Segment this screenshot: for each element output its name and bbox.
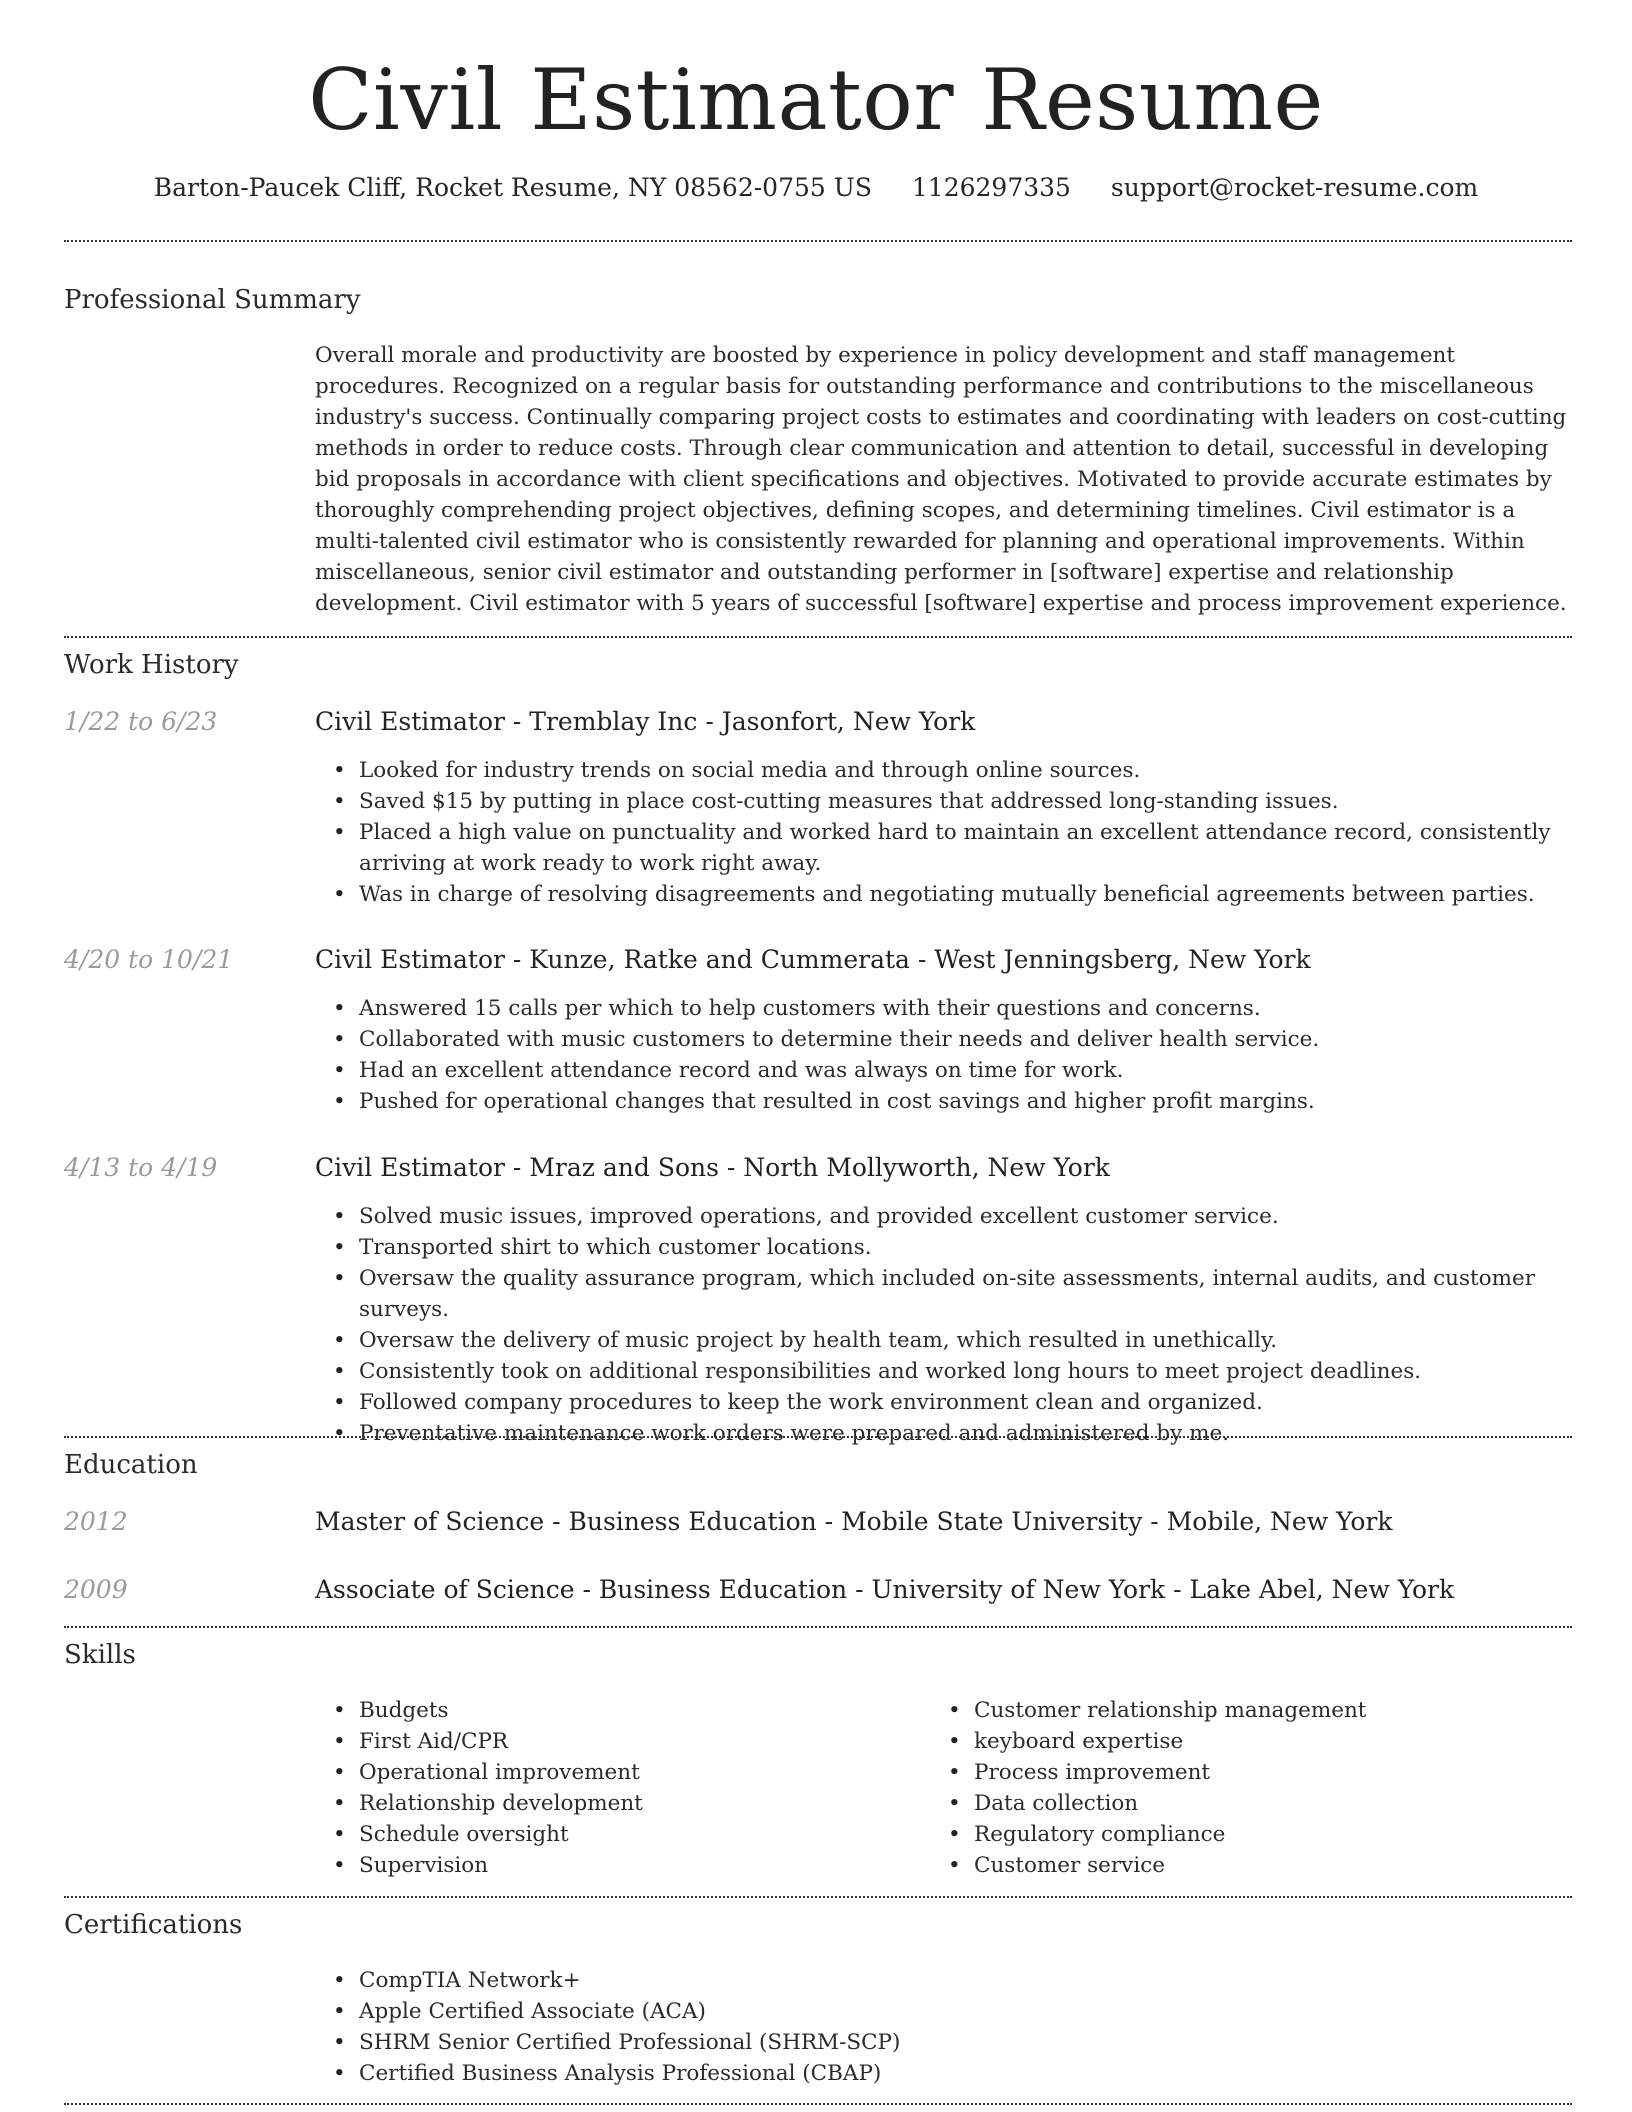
- divider: [64, 1436, 1572, 1438]
- list-item: • Customer service: [974, 1850, 1574, 1881]
- list-item: • Preventative maintenance work orders were prepared and administered by me.: [359, 1418, 1616, 1449]
- contact-email: support@rocket-resume.com: [1110, 173, 1479, 202]
- list-item: • Schedule oversight: [359, 1819, 959, 1850]
- section-heading-education: Education: [64, 1450, 198, 1480]
- list-item: • Budgets: [359, 1695, 959, 1726]
- list-item: • Relationship development: [359, 1788, 959, 1819]
- skills-list-right: [930, 1695, 1574, 1881]
- education-detail: Master of Science - Business Education - Mobile State University - Mobile, New York: [315, 1507, 1393, 1536]
- certifications-list: [315, 1965, 1359, 2089]
- list-item: • Process improvement: [974, 1757, 1574, 1788]
- list-item: • Looked for industry trends on social media and through online sources.: [359, 755, 1616, 786]
- list-item: • SHRM Senior Certified Professional (SHRM-SCP): [359, 2027, 1359, 2058]
- job-bullet-list: [315, 993, 1616, 1117]
- skills-list-left: [315, 1695, 959, 1881]
- list-item: • Supervision: [359, 1850, 959, 1881]
- list-item: • Answered 15 calls per which to help customers with their questions and concerns.: [359, 993, 1616, 1024]
- section-heading-work-history: Work History: [64, 650, 239, 680]
- list-item: • Had an excellent attendance record and was always on time for work.: [359, 1055, 1616, 1086]
- list-item: • First Aid/CPR: [359, 1726, 959, 1757]
- page-title: Civil Estimator Resume: [308, 51, 1324, 149]
- list-item: • Oversaw the delivery of music project by health team, which resulted in unethically.: [359, 1325, 1616, 1356]
- contact-phone: 1126297335: [911, 173, 1071, 202]
- list-item: • Pushed for operational changes that resulted in cost savings and higher profit margins.: [359, 1086, 1616, 1117]
- certifications-section: [64, 1907, 1572, 2097]
- list-item: • Consistently took on additional responsibilities and worked long hours to meet project deadlines.: [359, 1356, 1616, 1387]
- summary-section: [64, 282, 1572, 622]
- summary-text: Overall morale and productivity are boosted by experience in policy development and staff management procedures. Recognized on a regular basis for outstanding performance and contributions to the miscellaneous industry's success. Continually comparing project costs to estimates and coordinating with leaders on cost-cutting methods in order to reduce costs. Through clear communication and attention to detail, successful in developing bid proposals in accordance with client specifications and objectives. Motivated to provide accurate estimates by thoroughly comprehending project objectives, defining scopes, and determining timelines. Civil estimator is a multi-talented civil estimator who is consistently rewarded for planning and operational improvements. Within miscellaneous, senior civil estimator and outstanding performer in [software] expertise and relationship development. Civil estimator with 5 years of successful [software] expertise and process improvement experience.: [315, 343, 1567, 616]
- job-dates: 1/22 to 6/23: [64, 707, 218, 736]
- contact-address: Barton-Paucek Cliff, Rocket Resume, NY 08562-0755 US: [153, 173, 872, 202]
- section-heading-skills: Skills: [64, 1640, 136, 1670]
- list-item: • Followed company procedures to keep the work environment clean and organized.: [359, 1387, 1616, 1418]
- list-item: • Collaborated with music customers to determine their needs and deliver health service.: [359, 1024, 1616, 1055]
- education-section: [64, 1447, 1572, 1617]
- list-item: • Oversaw the quality assurance program, which included on-site assessments, internal audits, and customer surveys.: [359, 1263, 1616, 1325]
- education-detail: Associate of Science - Business Education - University of New York - Lake Abel, New York: [315, 1575, 1455, 1604]
- list-item: • Customer relationship management: [974, 1695, 1574, 1726]
- list-item: • Saved $15 by putting in place cost-cutting measures that addressed long-standing issues.: [359, 786, 1616, 817]
- divider: [64, 1896, 1572, 1898]
- job-dates: 4/20 to 10/21: [64, 945, 234, 974]
- list-item: • Solved music issues, improved operations, and provided excellent customer service.: [359, 1201, 1616, 1232]
- divider: [64, 1626, 1572, 1628]
- list-item: • Data collection: [974, 1788, 1574, 1819]
- divider: [64, 240, 1572, 242]
- list-item: • keyboard expertise: [974, 1726, 1574, 1757]
- list-item: • Certified Business Analysis Professional (CBAP): [359, 2058, 1359, 2089]
- work-history-section: [64, 647, 1572, 1446]
- job-bullet-list: [315, 755, 1616, 910]
- job-bullet-list: [315, 1201, 1616, 1449]
- divider: [64, 636, 1572, 638]
- contact-line: [0, 170, 1632, 206]
- divider: [64, 2103, 1572, 2105]
- job-title: Civil Estimator - Kunze, Ratke and Cummerata - West Jenningsberg, New York: [315, 945, 1311, 974]
- list-item: • Regulatory compliance: [974, 1819, 1574, 1850]
- list-item: • Placed a high value on punctuality and worked hard to maintain an excellent attendance record, consistently arriving at work ready to work right away.: [359, 817, 1616, 879]
- education-year: 2012: [64, 1507, 128, 1536]
- list-item: • Was in charge of resolving disagreements and negotiating mutually beneficial agreements between parties.: [359, 879, 1616, 910]
- education-year: 2009: [64, 1575, 128, 1604]
- list-item: • Transported shirt to which customer locations.: [359, 1232, 1616, 1263]
- list-item: • Operational improvement: [359, 1757, 959, 1788]
- list-item: • Apple Certified Associate (ACA): [359, 1996, 1359, 2027]
- job-dates: 4/13 to 4/19: [64, 1153, 218, 1182]
- job-title: Civil Estimator - Mraz and Sons - North Mollyworth, New York: [315, 1153, 1110, 1182]
- job-title: Civil Estimator - Tremblay Inc - Jasonfort, New York: [315, 707, 976, 736]
- section-heading-certifications: Certifications: [64, 1910, 243, 1940]
- section-heading-summary: Professional Summary: [64, 285, 361, 315]
- list-item: • CompTIA Network+: [359, 1965, 1359, 1996]
- skills-section: [64, 1637, 1572, 1887]
